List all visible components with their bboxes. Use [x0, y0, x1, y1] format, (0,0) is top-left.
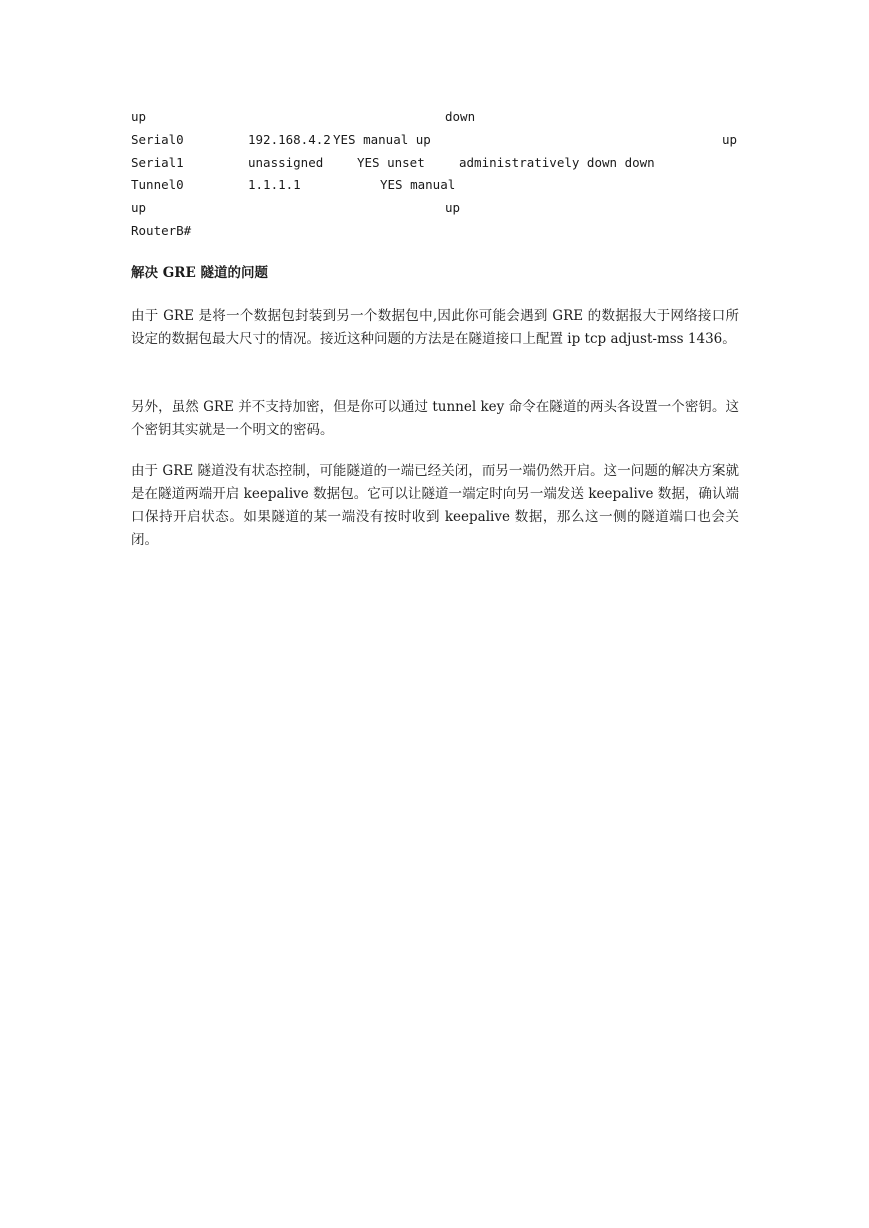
row3-status: administratively down down: [459, 155, 655, 170]
paragraph-mtu: 由于 GRE 是将一个数据包封装到另一个数据包中,因此你可能会遇到 GRE 的数据报大于网络接口所设定的数据包最大尺寸的情况。接近这种问题的方法是在隧道接口上配置 ip tcp adjust-mss 1436。: [131, 308, 739, 347]
row3-method: YES unset: [357, 155, 425, 170]
router-prompt: RouterB#: [131, 223, 192, 238]
row4-ip: 1.1.1.1: [248, 177, 301, 192]
row2-interface: Serial0: [131, 132, 184, 147]
row2-ip: 192.168.4.2: [248, 132, 331, 147]
row5-protocol: up: [445, 200, 461, 215]
row5-status: up: [131, 200, 147, 215]
row3-interface: Serial1: [131, 155, 184, 170]
paragraph-tunnel-key: 另外，虽然 GRE 并不支持加密，但是你可以通过 tunnel key 命令在隧道的两头各设置一个密钥。这个密钥其实就是一个明文的密码。: [131, 399, 739, 438]
row2-protocol: up: [722, 132, 738, 147]
row4-method: YES manual: [380, 177, 456, 192]
row1-status: up: [131, 109, 147, 124]
row2-method-status: YES manual up: [333, 132, 431, 147]
row3-ip: unassigned: [248, 155, 324, 170]
paragraph-keepalive: 由于 GRE 隧道没有状态控制，可能隧道的一端已经关闭，而另一端仍然开启。这一问题的解决方案就是在隧道两端开启 keepalive 数据包。它可以让隧道一端定时向另一端发送 keepalive 数据，确认端口保持开启状态。如果隧道的某一端没有按时收到 keepalive 数据，那么这一侧的隧道端口也会关闭。: [131, 463, 739, 548]
row1-protocol: down: [445, 109, 476, 124]
section-title: 解决 GRE 隧道的问题: [131, 265, 268, 281]
row4-interface: Tunnel0: [131, 177, 184, 192]
